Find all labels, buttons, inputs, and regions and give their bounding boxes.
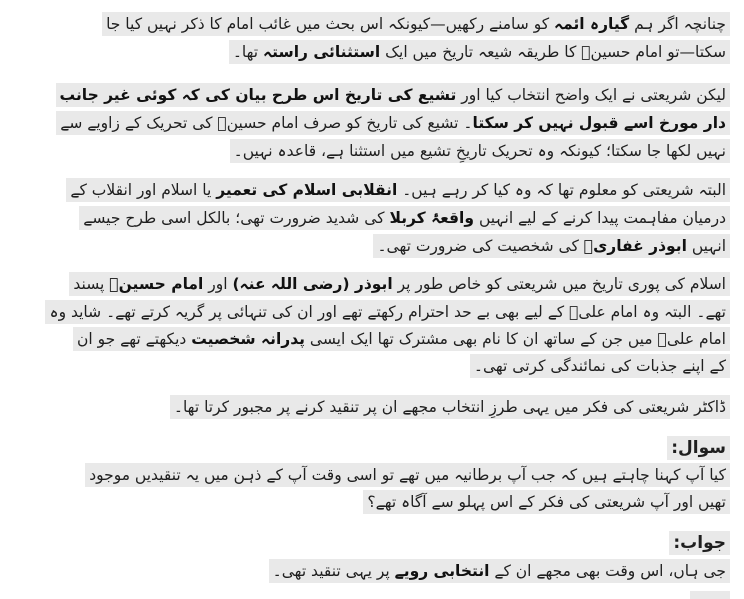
paragraph-3-line-1: البتہ شریعتی کو معلوم تھا کہ وہ کیا کر رہے ہیں۔ انقلابی اسلام کی تعمیر یا اسلام اور انقلاب کے — [66, 178, 730, 202]
paragraph-4-line-4: کے اپنے جذبات کی نمائندگی کرتی تھی۔ — [470, 354, 730, 378]
paragraph-2-line-3: نہیں لکھا جا سکتا؛ کیونکہ وہ تحریک تاریخِ تشیع میں استثنا ہے، قاعدہ نہیں۔ — [230, 139, 730, 163]
paragraph-2-line-1: لیکن شریعتی نے ایک واضح انتخاب کیا اور تشیع کی تاریخ اس طرح بیان کی کہ کوئی غیر جانب — [56, 83, 730, 107]
paragraph-2-line-2: دار مورخ اسے قبول نہیں کر سکتا۔ تشیع کی تاریخ کو صرف امام حسینؑ کی تحریک کے زاویے سے — [56, 111, 730, 135]
paragraph-3-line-2: درمیان مفاہمت پیدا کرنے کے لیے انہیں واقعۂ کربلا کی شدید ضرورت تھی؛ بالکل اسی طرح جیسے — [79, 206, 730, 230]
question-line-1: کیا آپ کہنا چاہتے ہیں کہ جب آپ برطانیہ میں تھے تو اسی وقت آپ کے ذہن میں یہ تنقیدیں موجود — [85, 463, 730, 487]
paragraph-4-line-1: اسلام کی پوری تاریخ میں شریعتی کو خاص طور پر ابوذر (رضی اللہ عنہ) اور امام حسینؑ پسند — [69, 272, 730, 296]
paragraph-1-line-1: چنانچہ اگر ہم گیارہ ائمہ کو سامنے رکھیں—کیونکہ اس بحث میں غائب امام کا ذکر نہیں کیا جا — [102, 12, 730, 36]
question-line-2: تھیں اور آپ شریعتی کی فکر کے اس پہلو سے آگاہ تھے؟ — [363, 490, 730, 514]
paragraph-3-line-3: انہیں ابوذر غفاریؓ کی شخصیت کی ضرورت تھی۔ — [373, 234, 730, 258]
paragraph-4-line-3: امام علیؑ میں جن کے ساتھ ان کا نام بھی مشترک تھا ایک ایسی پدرانہ شخصیت دیکھتے تھے جو ان — [73, 327, 730, 351]
paragraph-5-line-1: ڈاکٹر شریعتی کی فکر میں یہی طرزِ انتخاب مجھے ان پر تنقید کرنے پر مجبور کرتا تھا۔ — [170, 395, 730, 419]
paragraph-4-line-2: تھے۔ البتہ وہ امام علیؑ کے لیے بھی بے حد احترام رکھتے تھے اور ان کی تنہائی پر گریہ کرتے تھے۔ شاید وہ — [45, 300, 730, 324]
answer-line-1: جی ہاں، اس وقت بھی مجھے ان کے انتخابی رویے پر یہی تنقید تھی۔ — [269, 559, 730, 583]
paragraph-1-line-2: سکتا—تو امام حسینؑ کا طریقہ شیعہ تاریخ میں ایک استثنائی راستہ تھا۔ — [229, 40, 730, 64]
question-heading: سوال: — [667, 436, 730, 460]
next-line-highlight — [690, 591, 730, 599]
answer-heading: جواب: — [669, 531, 730, 555]
